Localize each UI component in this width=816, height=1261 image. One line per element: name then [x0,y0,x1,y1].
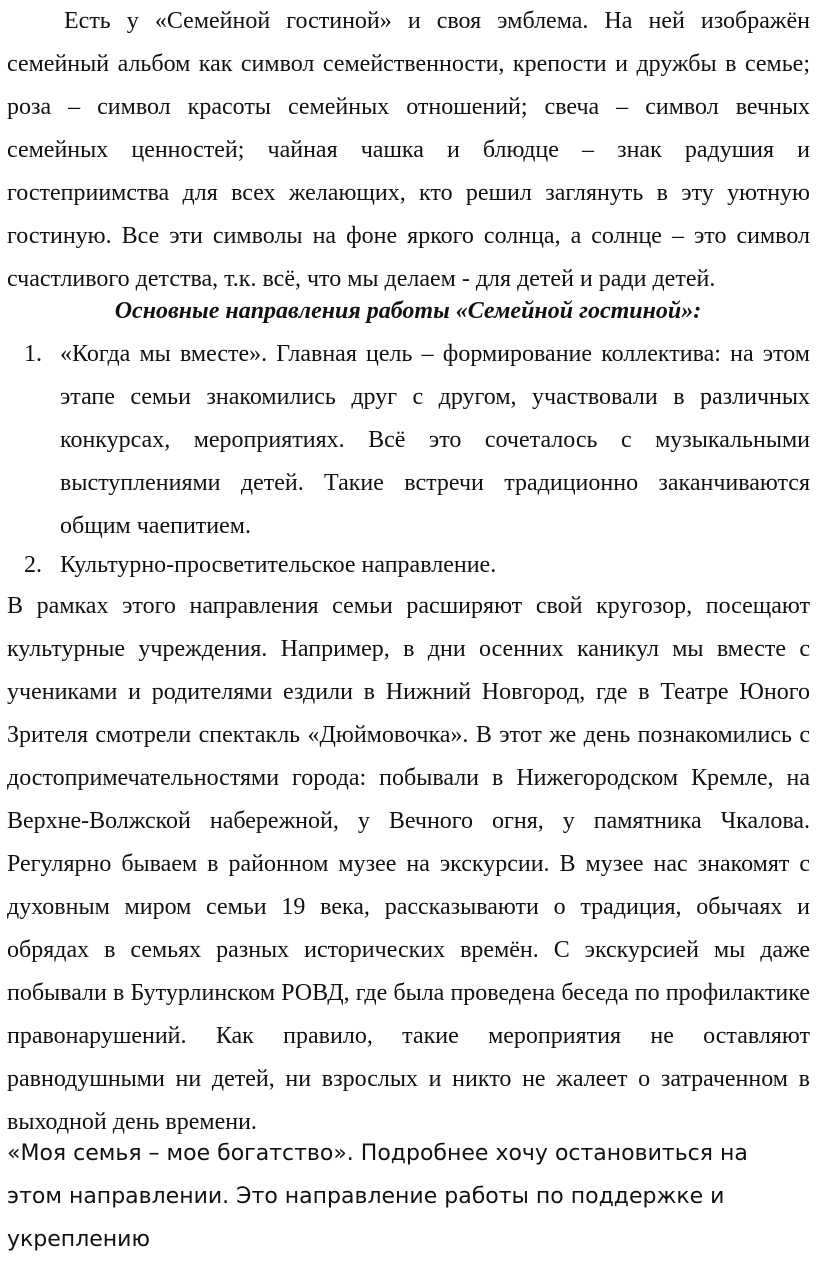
list-item-2 [24,544,810,587]
list-item-text: «Когда мы вместе». Главная цель – формирование коллектива: на этом этапе семьи знакомились друг с другом, участвовали в различных конкурсах, мероприятиях. Всё это сочеталось с музыкальными выступлениями детей. Такие встречи традиционно заканчиваются общим чаепитием. [60,341,810,539]
list-item-1 [24,333,810,548]
paragraph-cultural: В рамках этого направления семьи расширяют свой кругозор, посещают культурные учреждения. Например, в дни осенних каникул мы вместе с учениками и родителями ездили в Нижний Новгород, где в Театре Юного Зрителя смотрели спектакль «Дюймовочка». В этот же день познакомились с достопримечательностями города: побывали в Нижегородском Кремле, на Верхне-Волжской набережной, у Вечного огня, у памятника Чкалова. Регулярно бываем в районном музее на экскурсии. В музее нас знакомят с духовным миром семьи 19 века, рассказываюти о традиция, обычаях и обрядах в семьях разных исторических времён. С экскурсией мы даже побывали в Бутурлинском РОВД, где была проведена беседа по профилактике правонарушений. Как правило, такие мероприятия не оставляют равнодушными ни детей, ни взрослых и никто не жалеет о затраченном в выходной день времени. [7,593,810,1135]
section-heading: Основные направления работы «Семейной гостиной»: [114,298,702,324]
list-number: 1. [24,341,42,367]
list-item-text: Культурно-просветительское направление. [60,552,497,578]
paragraph-family-wealth: «Моя семья – мое богатство». Подробнее хочу остановиться на этом направлении. Это направление работы по поддержке и укреплению [7,1141,748,1252]
paragraph-emblem: Есть у «Семейной гостиной» и своя эмблема. На ней изображён семейный альбом как символ семейственности, крепости и дружбы в семье; роза – символ красоты семейных отношений; свеча – символ вечных семейных ценностей; чайная чашка и блюдце – знак радушия и гостеприимства для всех желающих, кто решил заглянуть в эту уютную гостиную. Все эти символы на фоне яркого солнца, а солнце – это символ счастливого детства, т.к. всё, что мы делаем - для детей и ради детей. [7,8,810,292]
list-number: 2. [24,552,42,578]
